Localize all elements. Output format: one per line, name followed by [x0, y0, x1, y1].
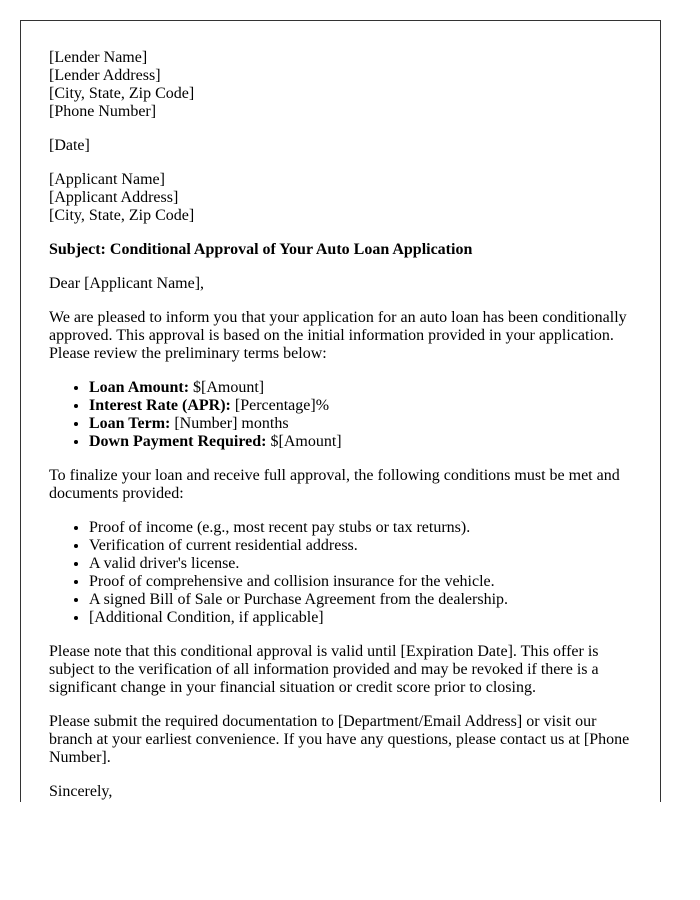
term-label: Loan Term:	[89, 415, 171, 432]
term-label: Loan Amount:	[89, 379, 190, 396]
recipient-name: [Applicant Name]	[49, 171, 165, 188]
letter-date: [Date]	[49, 137, 90, 154]
recipient-block	[49, 171, 632, 225]
intro-paragraph: We are pleased to inform you that your application for an auto loan has been conditionally approved. This approval is based on the initial information provided in your application. Please review the preliminary terms below:	[49, 309, 627, 362]
condition-item: • Proof of income (e.g., most recent pay stubs or tax returns).	[89, 519, 632, 537]
letter-viewport	[20, 20, 661, 802]
conditions-intro: To finalize your loan and receive full approval, the following conditions must be met and documents provided:	[49, 467, 620, 502]
conditions-list	[49, 519, 632, 627]
sender-address: [Lender Address]	[49, 67, 161, 84]
salutation: Dear [Applicant Name],	[49, 275, 205, 292]
sender-phone: [Phone Number]	[49, 103, 157, 120]
sender-block	[49, 49, 632, 121]
term-label: Down Payment Required:	[89, 433, 267, 450]
term-value: $[Amount]	[266, 433, 342, 450]
condition-item: • Proof of comprehensive and collision insurance for the vehicle.	[89, 573, 632, 591]
term-label: Interest Rate (APR):	[89, 397, 231, 414]
submission-paragraph: Please submit the required documentation to [Department/Email Address] or visit our branch at your earliest convenience. If you have any questions, please contact us at [Phone Number].	[49, 713, 630, 766]
loan-term-item	[89, 379, 632, 397]
condition-item: • A valid driver's license.	[89, 555, 632, 573]
term-value: $[Amount]	[189, 379, 265, 396]
letter-document	[20, 20, 661, 802]
loan-term-item	[89, 397, 632, 415]
subject-line: Subject: Conditional Approval of Your Auto Loan Application	[49, 241, 473, 258]
closing: Sincerely,	[49, 783, 113, 800]
loan-terms-list	[49, 379, 632, 451]
term-value: [Number] months	[170, 415, 289, 432]
sender-city-state-zip: [City, State, Zip Code]	[49, 85, 195, 102]
recipient-city-state-zip: [City, State, Zip Code]	[49, 207, 195, 224]
loan-term-item	[89, 415, 632, 433]
condition-item: • [Additional Condition, if applicable]	[89, 609, 632, 627]
term-value: [Percentage]%	[230, 397, 330, 414]
sender-name: [Lender Name]	[49, 49, 148, 66]
condition-item: • Verification of current residential address.	[89, 537, 632, 555]
recipient-address: [Applicant Address]	[49, 189, 179, 206]
condition-item: • A signed Bill of Sale or Purchase Agreement from the dealership.	[89, 591, 632, 609]
loan-term-item	[89, 433, 632, 451]
validity-paragraph: Please note that this conditional approval is valid until [Expiration Date]. This offer is subject to the verification of all information provided and may be revoked if there is a significant change in your financial situation or credit score prior to closing.	[49, 643, 599, 696]
